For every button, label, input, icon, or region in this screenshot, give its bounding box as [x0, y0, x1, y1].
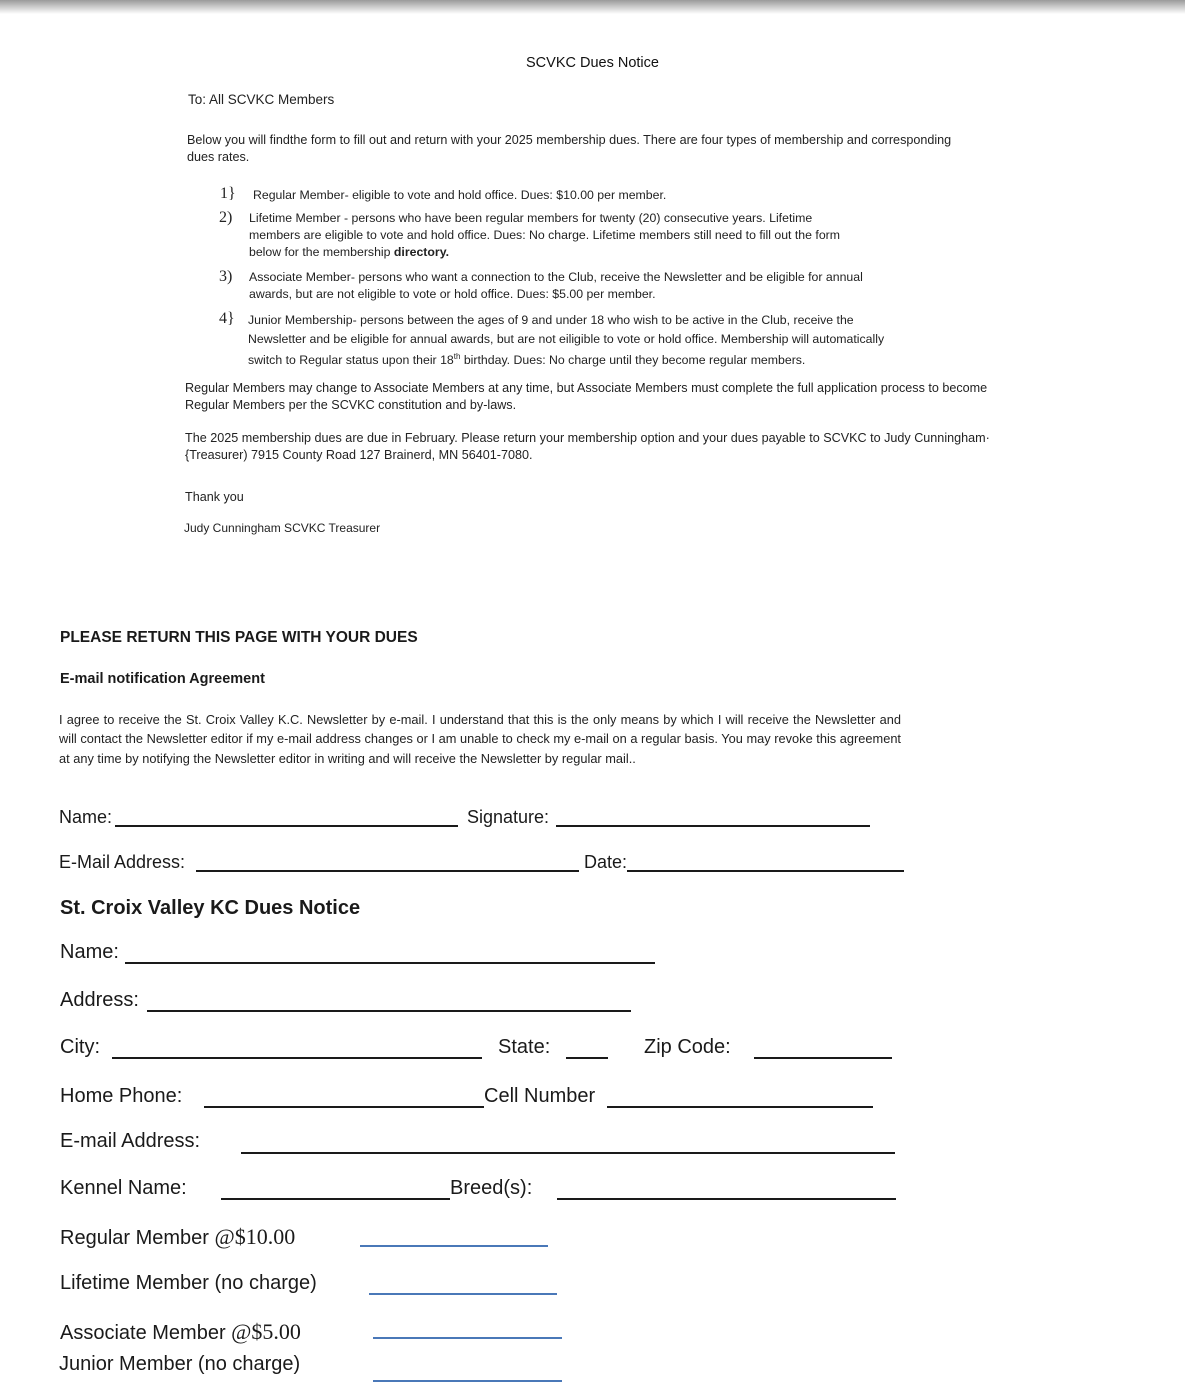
regular-member-amount: @$10.00 — [214, 1224, 296, 1249]
name-label: Name: — [59, 807, 113, 827]
kennel-name-line[interactable] — [221, 1198, 450, 1200]
cell-number-label: Cell Number — [484, 1085, 596, 1107]
email-agreement-text: I agree to receive the St. Croix Valley K.C. Newsletter by e-mail. I understand that this is the only means by which I will receive the Newsletter and will contact the Newsletter editor if my e-mail address changes or I am unable to check my e-mail on a regular basis. You may revoke this agreement at any time by notifying the Newsletter editor in writing and will receive the Newsletter by regular mail.. — [59, 712, 901, 766]
state-label: State: — [498, 1036, 551, 1058]
zip-label: Zip Code: — [644, 1036, 731, 1058]
item-lifetime-line: Lifetime Member - persons who have been regular members for twenty (20) consecutive years. Lifetime — [249, 211, 813, 225]
item-junior-line — [248, 348, 805, 369]
notice-title: SCVKC Dues Notice — [526, 55, 659, 71]
item-number: 1} — [220, 185, 236, 202]
associate-member-label — [60, 1319, 301, 1345]
item-junior-line-text: birthday. Dues: No charge until they become regular members. — [460, 353, 806, 368]
junior-member-line[interactable] — [373, 1380, 562, 1382]
date-label: Date: — [584, 852, 628, 872]
signoff: Judy Cunningham SCVKC Treasurer — [184, 521, 381, 535]
name-line[interactable] — [115, 825, 458, 827]
notice-to: To: All SCVKC Members — [188, 92, 335, 107]
item-associate-line: awards, but are not eligible to vote or hold office. Dues: $5.00 per member. — [249, 287, 656, 301]
home-phone-label: Home Phone: — [60, 1085, 183, 1107]
notice-intro: Below you will findthe form to fill out and return with your 2025 membership dues. There are four types of membership and corresponding dues rates. — [187, 133, 952, 164]
lifetime-member-line[interactable] — [369, 1293, 557, 1295]
kennel-name-label: Kennel Name: — [60, 1177, 187, 1199]
regular-member-text: Regular Member — [60, 1227, 215, 1249]
breed-line[interactable] — [557, 1198, 896, 1200]
item-lifetime-bold: directory. — [393, 245, 450, 259]
junior-member-label: Junior Member (no charge) — [59, 1353, 301, 1375]
email-agreement-heading: E-mail notification Agreement — [60, 671, 265, 687]
lifetime-member-label: Lifetime Member (no charge) — [60, 1272, 317, 1294]
address-line[interactable] — [147, 1010, 631, 1012]
breed-label: Breed(s): — [450, 1177, 533, 1199]
item-lifetime-line — [249, 244, 449, 261]
form-name-label: Name: — [60, 941, 119, 963]
item-number: 2) — [219, 209, 233, 226]
cell-number-line[interactable] — [607, 1106, 873, 1108]
item-junior-line: Junior Membership- persons between the ages of 9 and under 18 who wish to be active in the Club, receive the — [248, 313, 854, 327]
item-junior-sup: th — [453, 352, 461, 361]
address-label: Address: — [60, 989, 139, 1011]
item-associate-line: Associate Member- persons who want a connection to the Club, receive the Newsletter and be eligible for annual — [249, 270, 863, 284]
return-heading: PLEASE RETURN THIS PAGE WITH YOUR DUES — [60, 629, 418, 646]
form-email-label: E-mail Address: — [60, 1130, 201, 1152]
item-regular-text: Regular Member- eligible to vote and hold office. Dues: $10.00 per member. — [253, 188, 667, 202]
home-phone-line[interactable] — [204, 1106, 484, 1108]
signature-line[interactable] — [556, 825, 870, 827]
item-number: 4} — [219, 310, 235, 327]
zip-line[interactable] — [754, 1057, 892, 1059]
item-junior-line-text: switch to Regular status upon their 18 — [248, 353, 454, 368]
item-number: 3) — [219, 268, 233, 285]
dues-form-heading: St. Croix Valley KC Dues Notice — [60, 897, 361, 919]
email-address-label: E-Mail Address: — [59, 852, 186, 872]
state-line[interactable] — [566, 1057, 608, 1059]
associate-member-text: Associate Member — [60, 1322, 232, 1344]
item-lifetime-line: members are eligible to vote and hold office. Dues: No charge. Lifetime members still need to fill out the form — [249, 228, 840, 242]
thank-you: Thank you — [185, 490, 244, 504]
email-address-line[interactable] — [196, 870, 579, 872]
regular-change-text: Regular Members may change to Associate Members at any time, but Associate Members must complete the full application process to become Regular Members per the SCVKC constitution and by-laws. — [185, 381, 988, 412]
city-label: City: — [60, 1036, 100, 1058]
item-lifetime-line-text: below for the membership — [249, 245, 394, 259]
item-junior-line: Newsletter and be eligible for annual awards, but are not eiligible to vote or hold office. Membership will automatically — [248, 332, 885, 346]
top-shadow — [0, 0, 1185, 14]
associate-member-amount: @$5.00 — [231, 1319, 301, 1344]
city-line[interactable] — [112, 1057, 482, 1059]
form-name-line[interactable] — [125, 962, 655, 964]
regular-member-line[interactable] — [360, 1245, 548, 1247]
associate-member-line[interactable] — [373, 1337, 562, 1339]
regular-member-label — [60, 1224, 295, 1250]
date-line[interactable] — [627, 870, 904, 872]
form-email-line[interactable] — [241, 1152, 895, 1154]
signature-label: Signature: — [467, 807, 550, 827]
due-text: The 2025 membership dues are due in February. Please return your membership option and your dues payable to SCVKC to Judy Cunningham· {Treasurer) 7915 County Road 127 Brainerd, MN 56401-7080. — [185, 431, 990, 462]
